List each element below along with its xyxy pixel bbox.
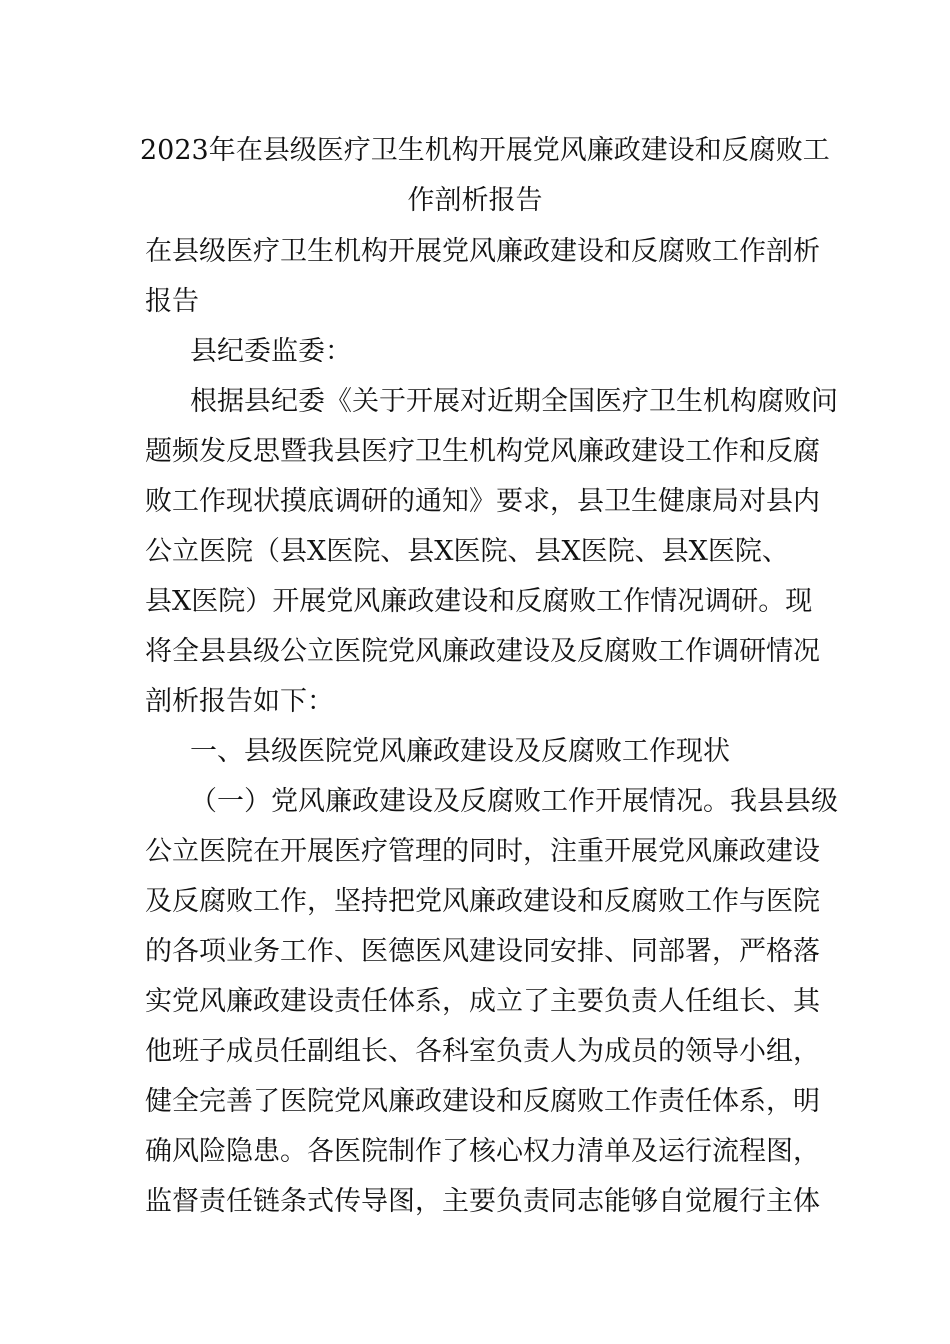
salutation: 县纪委监委： (190, 336, 352, 367)
paragraph-2-line-5: 实党风廉政建设责任体系，成立了主要负责人任组长、其 (145, 986, 820, 1017)
paragraph-1-line-4: 公立医院（县X医院、县X医院、县X医院、县X医院、 (145, 536, 789, 567)
paragraph-2-line-7: 健全完善了医院党风廉政建设和反腐败工作责任体系，明 (145, 1086, 820, 1117)
paragraph-2-line-9: 监督责任链条式传导图，主要负责同志能够自觉履行主体 (145, 1186, 820, 1217)
paragraph-1-line-2: 题频发反思暨我县医疗卫生机构党风廉政建设工作和反腐 (145, 436, 820, 467)
paragraph-1-line-3: 败工作现状摸底调研的通知》要求，县卫生健康局对县内 (145, 486, 820, 517)
paragraph-1-line-5: 县X医院）开展党风廉政建设和反腐败工作情况调研。现 (145, 586, 813, 617)
paragraph-1-line-7: 剖析报告如下： (145, 686, 334, 717)
paragraph-2-line-2: 公立医院在开展医疗管理的同时，注重开展党风廉政建设 (145, 836, 820, 867)
document-title-line-1: 2023年在县级医疗卫生机构开展党风廉政建设和反腐败工 (140, 135, 830, 166)
subtitle-line-2: 报告 (145, 286, 199, 317)
paragraph-2-line-3: 及反腐败工作，坚持把党风廉政建设和反腐败工作与医院 (145, 886, 820, 917)
section-1-heading: 一、县级医院党风廉政建设及反腐败工作现状 (190, 736, 730, 767)
paragraph-2-line-8: 确风险隐患。各医院制作了核心权力清单及运行流程图， (145, 1136, 820, 1167)
paragraph-1-line-1: 根据县纪委《关于开展对近期全国医疗卫生机构腐败问 (190, 386, 838, 417)
paragraph-2-line-4: 的各项业务工作、医德医风建设同安排、同部署，严格落 (145, 936, 820, 967)
document-title-line-2: 作剖析报告 (407, 185, 543, 216)
paragraph-2-line-1: （一）党风廉政建设及反腐败工作开展情况。我县县级 (190, 786, 838, 817)
subtitle-line-1: 在县级医疗卫生机构开展党风廉政建设和反腐败工作剖析 (145, 236, 820, 267)
paragraph-1-line-6: 将全县县级公立医院党风廉政建设及反腐败工作调研情况 (145, 636, 820, 667)
paragraph-2-line-6: 他班子成员任副组长、各科室负责人为成员的领导小组， (145, 1036, 820, 1067)
